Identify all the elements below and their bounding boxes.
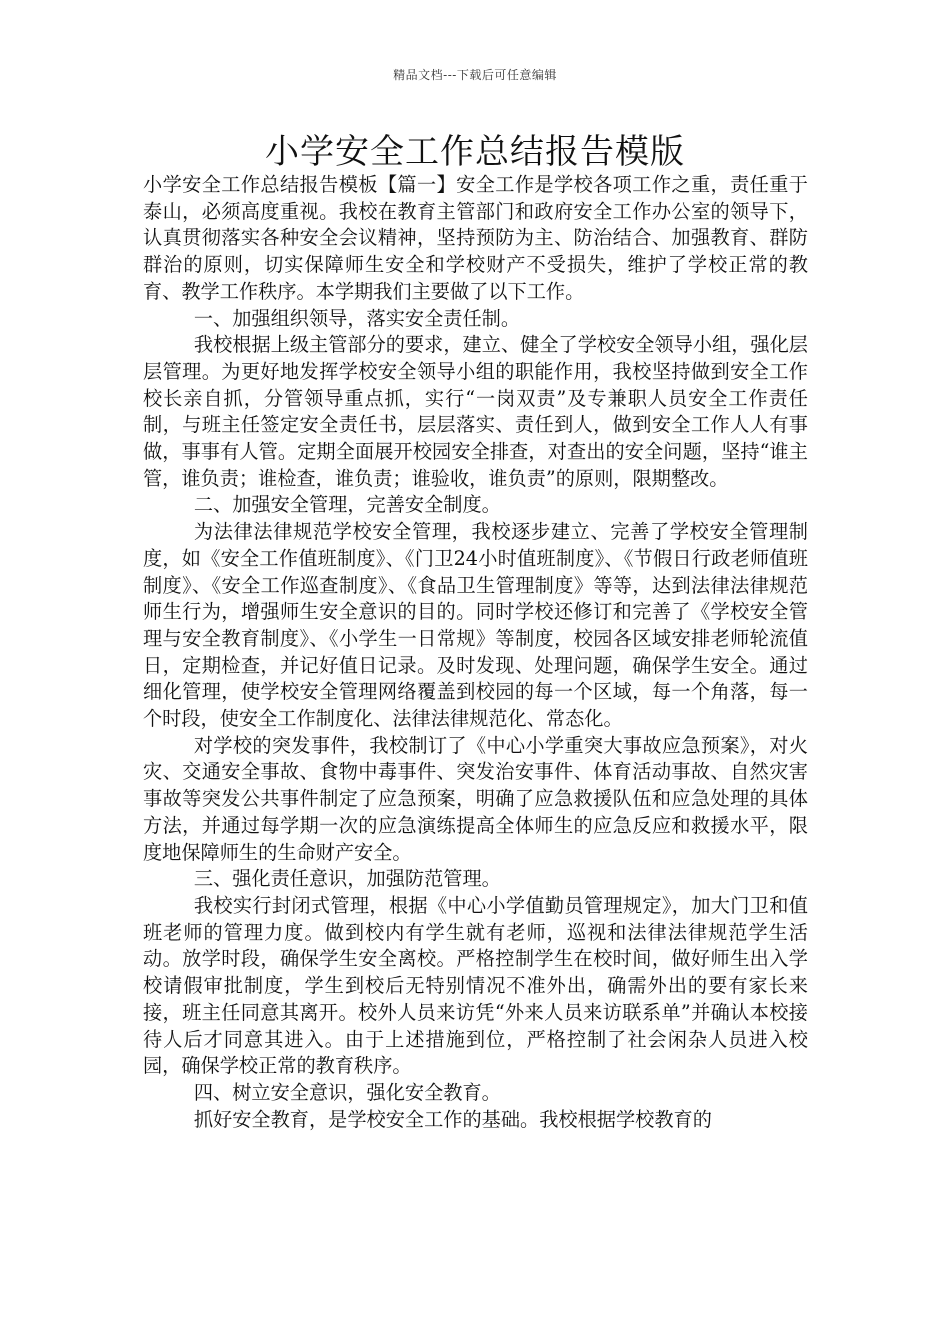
body-paragraph: 我校实行封闭式管理，根据《中心小学值勤员管理规定》，加大门卫和值班老师的管理力度。做到校内有学生就有老师，巡视和法律法律规范学生活动。放学时段，确保学生安全离校。严格控制学生在校时间，做好师生出入学校请假审批制度，学生到校后无特别情况不准外出，确需外出的要有家长来接，班主任同意其离开。校外人员来访凭“外来人员来访联系单”并确认本校接待人后才同意其进入。由于上述措施到位，严格控制了社会闲杂人员进入校园，确保学校正常的教育秩序。 <box>143 893 808 1078</box>
section-heading-3: 三、强化责任意识，加强防范管理。 <box>193 867 501 891</box>
header-note: 精品文档---下载后可任意编辑 <box>393 68 557 82</box>
body-paragraph: 抓好安全教育，是学校安全工作的基础。我校根据学校教育的 <box>193 1107 712 1131</box>
body-paragraph: 为法律法律规范学校安全管理，我校逐步建立、完善了学校安全管理制度，如《安全工作值班制度》、《门卫24小时值班制度》、《节假日行政老师值班制度》、《安全工作巡查制度》、《食品卫生管理制度》等等，达到法律法律规范师生行为，增强师生安全意识的目的。同时学校还修订和完善了《学校安全管理与安全教育制度》、《小学生一日常规》等制度，校园各区域安排老师轮流值日，定期检查，并记好值日记录。及时发现、处理问题，确保学生安全。通过细化管理，使学校安全管理网络覆盖到校园的每一个区域，每一个角落，每一个时段，使安全工作制度化、法律法律规范化、常态化。 <box>143 520 808 731</box>
section-heading-2: 二、加强安全管理，完善安全制度。 <box>193 493 501 517</box>
document-body <box>143 172 808 1133</box>
document-title: 小学安全工作总结报告模版 <box>265 132 685 172</box>
section-heading-1: 一、加强组织领导，落实安全责任制。 <box>193 306 521 330</box>
section-heading-4: 四、树立安全意识，强化安全教育。 <box>193 1080 501 1104</box>
intro-paragraph: 小学安全工作总结报告模板【篇一】安全工作是学校各项工作之重，责任重于泰山，必须高度重视。我校在教育主管部门和政府安全工作办公室的领导下，认真贯彻落实各种安全会议精神，坚持预防为主、防治结合、加强教育、群防群治的原则，切实保障师生安全和学校财产不受损失，维护了学校正常的教育、教学工作秩序。本学期我们主要做了以下工作。 <box>143 173 808 303</box>
body-paragraph: 我校根据上级主管部分的要求，建立、健全了学校安全领导小组，强化层层管理。为更好地发挥学校安全领导小组的职能作用，我校坚持做到安全工作校长亲自抓，分管领导重点抓，实行“一岗双责”及专兼职人员安全工作责任制，与班主任签定安全责任书，层层落实、责任到人，做到安全工作人人有事做，事事有人管。定期全面展开校园安全排查，对查出的安全问题，坚持“谁主管，谁负责；谁检查，谁负责；谁验收，谁负责”的原则，限期整改。 <box>143 333 808 490</box>
body-paragraph: 对学校的突发事件，我校制订了《中心小学重突大事故应急预案》，对火灾、交通安全事故、食物中毒事件、突发治安事件、体育活动事故、自然灾害事故等突发公共事件制定了应急预案，明确了应急救援队伍和应急处理的具体方法，并通过每学期一次的应急演练提高全体师生的应急反应和救援水平，限度地保障师生的生命财产安全。 <box>143 733 808 864</box>
